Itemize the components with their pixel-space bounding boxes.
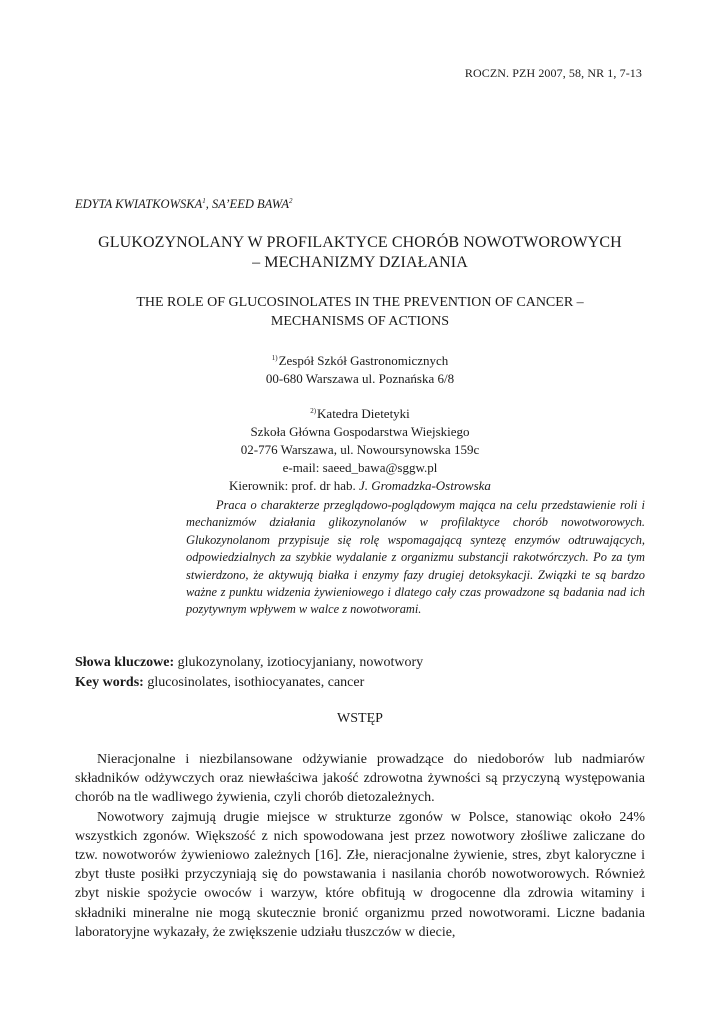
- affiliation-1-address: 00-680 Warszawa ul. Poznańska 6/8: [265, 371, 455, 386]
- author-list: [75, 197, 635, 212]
- affiliation-2-address: 02-776 Warszawa, ul. Nowoursynowska 159c: [240, 442, 480, 457]
- title-english-line-2: MECHANISMS OF ACTIONS: [270, 314, 450, 329]
- affiliation-1-name-line: [60, 349, 660, 370]
- title-english: [60, 293, 660, 331]
- author-2: SA’EED BAWA: [211, 197, 289, 211]
- title-polish: [60, 233, 660, 273]
- affiliation-2: [60, 402, 660, 495]
- keywords-english-values: glucosinolates, isothiocyanates, cancer: [143, 675, 365, 690]
- author-separator: ,: [205, 197, 212, 211]
- journal-reference: ROCZN. PZH 2007, 58, NR 1, 7-13: [464, 66, 642, 80]
- affiliation-1: [60, 349, 660, 388]
- section-body: [75, 750, 645, 942]
- affiliation-2-mark: 2): [310, 407, 317, 415]
- affiliation-2-head: [60, 477, 660, 495]
- paragraph-2: Nowotwory zajmują drugie miejsce w strukturze zgonów w Polsce, stanowiąc około 24% wszystkich zgonów. Większość z nich spowodowana jest przez nowotwory złośliwe zaliczane do tzw. nowotworów żywieniowo zależnych [16]. Złe, nieracjonalne żywienie, stres, zbyt kaloryczne i zbyt tłuste posiłki przyczyniają się do powstawania i nasilania chorób nowotworowych. Również zbyt niskie spożycie owoców i warzyw, które obfitują w drogocenne dla zdrowia witaminy i składniki mineralne nie mogą skutecznie bronić organizmu przed nowotworami. Liczne badania laboratoryjne wykazały, że zwiększenie udziału tłuszczów w diecie,: [75, 809, 645, 940]
- title-english-line-1: THE ROLE OF GLUCOSINOLATES IN THE PREVENTION OF CANCER –: [136, 295, 584, 310]
- title-polish-line-2: – MECHANIZMY DZIAŁANIA: [252, 254, 468, 271]
- affiliation-2-email: e-mail: saeed_bawa@sggw.pl: [282, 460, 438, 475]
- section-heading: WSTĘP: [337, 711, 383, 726]
- abstract: Praca o charakterze przeglądowo-poglądowym mająca na celu przedstawienie roli i mechanizmów działania glikozynolanów w profilaktyce chorób nowotworowych. Glukozynolanom przypisuje się rolę wspomagającą syntezę enzymów odtruwających, odpowiedzialnych za szybkie wydalanie z organizmu substancji rakotwórczych. Po za tym stwierdzono, że aktywują białka i enzymy fazy drugiej detoksykacji. Związki te są bardzo ważne z punktu widzenia żywieniowego i dlatego cały czas prowadzone są badania nad ich pozytywnym wpływem w walce z nowotworami.: [186, 498, 645, 617]
- keywords-polish: [75, 653, 645, 673]
- head-name: J. Gromadzka-Ostrowska: [359, 478, 491, 493]
- title-polish-line-1: GLUKOZYNOLANY W PROFILAKTYCE CHORÓB NOWOTWOROWYCH: [98, 234, 622, 251]
- keywords-english-label: Key words:: [75, 675, 144, 690]
- affiliation-2-school: Szkoła Główna Gospodarstwa Wiejskiego: [250, 424, 470, 439]
- keywords-polish-label: Słowa kluczowe:: [75, 655, 175, 670]
- affiliation-1-mark: 1): [271, 354, 278, 362]
- author-2-affiliation-mark: 2: [288, 197, 293, 205]
- head-label: Kierownik: prof. dr hab.: [229, 478, 360, 493]
- affiliation-2-name: Katedra Dietetyki: [317, 406, 410, 421]
- affiliation-1-name: Zespół Szkół Gastronomicznych: [278, 353, 449, 368]
- affiliation-2-name-line: [60, 402, 660, 423]
- keywords-english: [75, 673, 645, 693]
- paragraph-1: Nieracjonalne i niezbilansowane odżywianie prowadzące do niedoborów lub nadmiarów składników odżywczych oraz niewłaściwa jakość zdrowotna żywności są przyczyną występowania chorób na tle wadliwego żywienia, czyli chorób dietozależnych.: [75, 752, 645, 806]
- author-1-affiliation-mark: 1: [202, 197, 206, 205]
- keywords-polish-values: glukozynolany, izotiocyjaniany, nowotwory: [174, 655, 424, 670]
- author-1: EDYTA KWIATKOWSKA: [75, 197, 203, 211]
